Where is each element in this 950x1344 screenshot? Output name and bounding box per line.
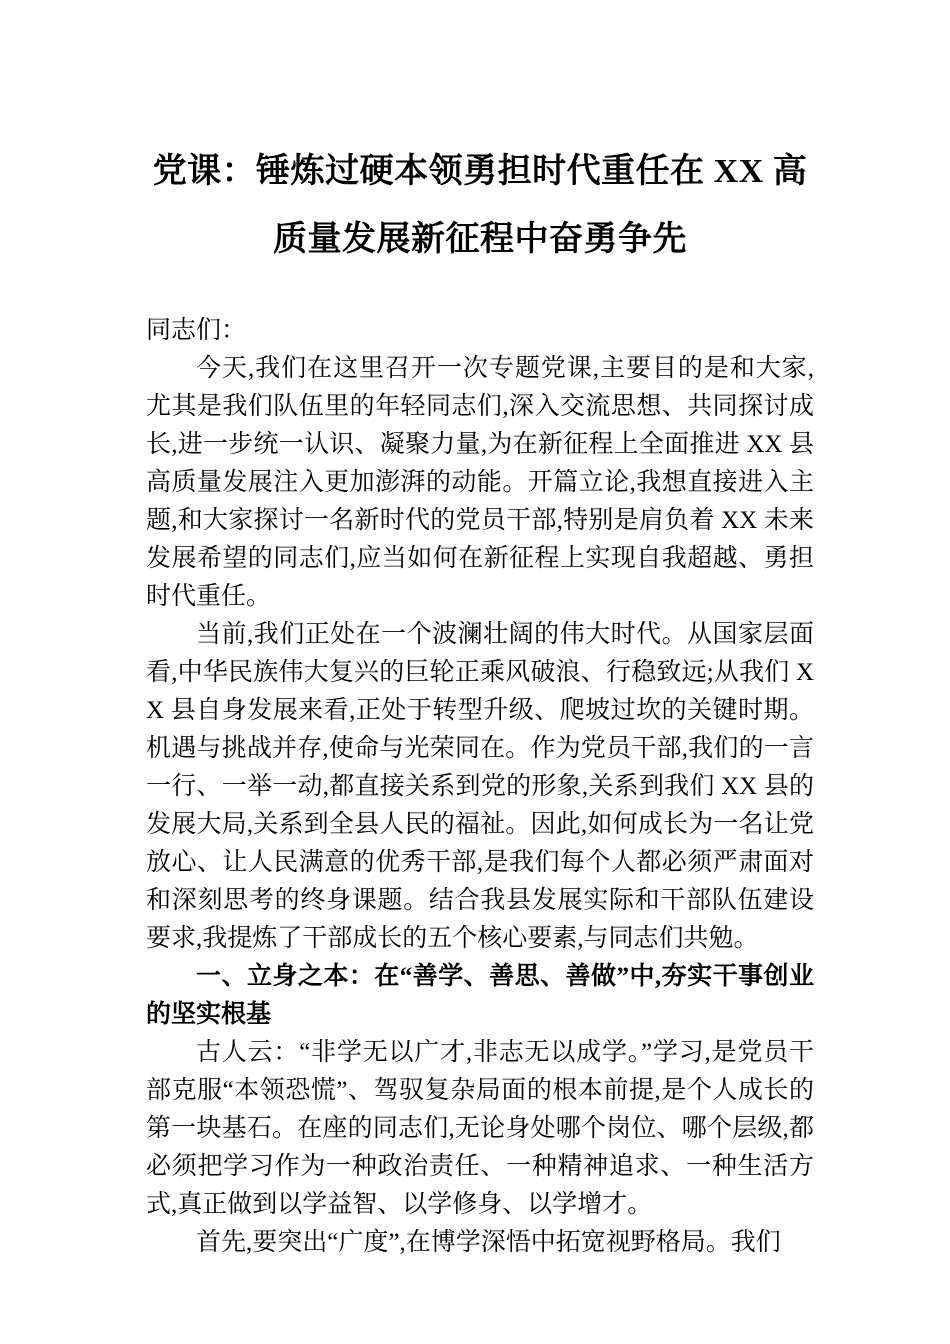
paragraph: 首先,要突出“广度”,在博学深悟中拓宽视野格局。我们 — [196, 1229, 781, 1256]
paragraph: 当前,我们正处在一个波澜壮阔的伟大时代。从国家层面看,中华民族伟大复兴的巨轮正乘风破浪、行稳致远;从我们 XX 县自身发展来看,正处于转型升级、爬坡过坎的关键时期。机遇与挑战并存,使命与光荣同在。作为党员干部,我们的一言一行、一举一动,都直接关系到党的形象,关系到我们 XX 县的发展大局,关系到全县人民的福祉。因此,如何成长为一名让党放心、让人民满意的优秀干部,是我们每个人都必须严肃面对和深刻思考的终身课题。结合我县发展实际和干部队伍建设要求,我提炼了干部成长的五个核心要素,与同志们共勉。 — [146, 621, 814, 952]
paragraph: 今天,我们在这里召开一次专题党课,主要目的是和大家,尤其是我们队伍里的年轻同志们,深入交流思想、共同探讨成长,进一步统一认识、凝聚力量,为在新征程上全面推进 XX 县高质量发展注入更加澎湃的动能。开篇立论,我想直接进入主题,和大家探讨一名新时代的党员干部,特别是肩负着 XX 未来发展希望的同志们,应当如何在新征程上实现自我超越、勇担时代重任。 — [146, 355, 814, 610]
paragraph: 古人云：“非学无以广才,非志无以成学。”学习,是党员干部克服“本领恐慌”、驾驭复杂局面的根本前提,是个人成长的第一块基石。在座的同志们,无论身处哪个岗位、哪个层级,都必须把学习作为一种政治责任、一种精神追求、一种生活方式,真正做到以学益智、以学修身、以学增才。 — [146, 1039, 814, 1218]
paragraph: 一、立身之本：在“善学、善思、善做”中,夯实干事创业的坚实根基 — [146, 963, 814, 1028]
document-title: 党课：锤炼过硬本领勇担时代重任在 XX 高质量发展新征程中奋勇争先 — [152, 153, 808, 258]
paragraph: 同志们： — [146, 317, 247, 344]
document-body — [146, 312, 814, 1262]
